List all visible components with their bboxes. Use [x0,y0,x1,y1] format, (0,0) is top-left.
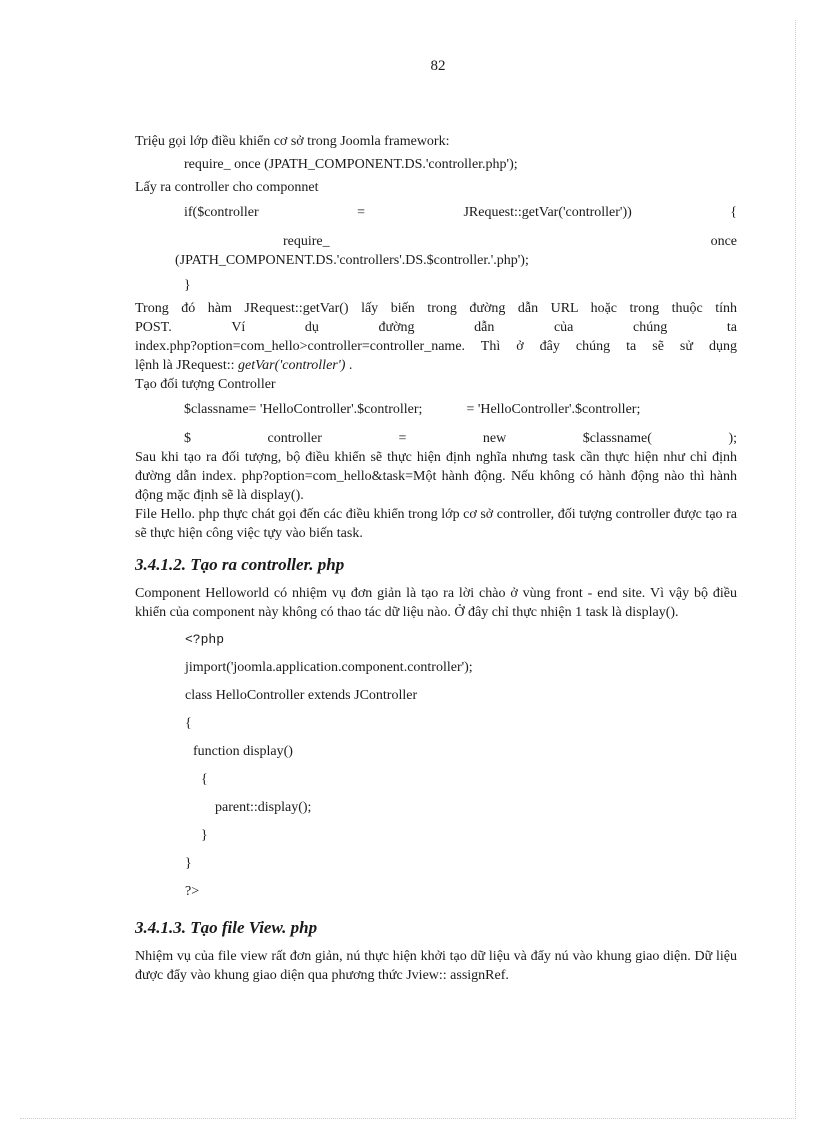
code-require-line [135,232,737,251]
word: Ví [231,320,246,335]
code-close-brace: } [184,278,191,293]
paragraph-helloworld: Component Helloworld có nhiệm vụ đơn giản là tạo ra lời chào ở vùng front - end site. Vì vậy bộ điều khiển của component này không có thao tác dữ liệu nào. Ở đây chỉ thực nhiện 1 task là display(). [135,586,737,620]
code-line: } [185,856,192,871]
code-token: ); [728,431,737,446]
code-block-controller [135,626,737,906]
paragraph-getvar-line2 [135,318,737,337]
code-line: function display() [193,744,293,759]
code-line: parent::display(); [215,800,312,815]
code-new-line [135,429,737,448]
code-token: = [357,205,365,220]
code-line: { [185,716,192,731]
code-token: new [482,431,507,446]
page-right-border [795,20,796,1119]
code-token: = 'HelloController'.$controller; [466,402,641,417]
word: dẫn [474,320,495,335]
page-number: 82 [430,58,446,74]
code-line: } [201,828,208,843]
code-line: { [201,772,208,787]
code-classname-line [135,400,737,419]
paragraph-create-controller: Tạo đối tượng Controller [135,377,276,392]
code-if-line [135,203,737,222]
paragraph-hello-php: File Hello. php thực chát gọi đến các điều khiển trong lớp cơ sở controller, đối tượng controller được tạo ra sẽ thực hiện công việc tựy vào biến task. [135,507,737,541]
word: của [553,320,574,335]
code-require-controller: require_ once (JPATH_COMPONENT.DS.'controller.php'); [184,157,518,172]
code-token: $ [184,431,191,446]
italic-code: getVar('controller') [238,358,346,373]
paragraph-task: Sau khi tạo ra đối tượng, bộ điều khiển sẽ thực hiện định nghĩa nhưng task cần thực hiện như chỉ định đường dẫn index. php?option=com_hello&task=Một hành động. Nếu không có hành động nào thì hành động mặc định sẽ là display(). [135,450,737,503]
code-line: ?> [185,884,200,899]
text-run: . [345,358,353,373]
paragraph-intro: Triệu gọi lớp điều khiển cơ sở trong Joomla framework: [135,134,450,149]
code-token: { [730,205,737,220]
paragraph-view: Nhiệm vụ của file view rất đơn giản, nú thực hiện khởi tạo dữ liệu và đẩy nú vào khung giao diện. Dữ liệu được đẩy vào khung giao diện qua phương thức Jview:: assignRef. [135,949,737,983]
code-token: require_ [283,234,330,249]
code-token: JRequest::getVar('controller')) [463,205,632,220]
code-require-path: (JPATH_COMPONENT.DS.'controllers'.DS.$controller.'.php'); [175,253,529,268]
word: chúng [633,320,668,335]
page-bottom-border [20,1118,796,1119]
paragraph-getvar-line3: index.php?option=com_hello>controller=controller_name. Thì ở đây chúng ta sẽ sử dụng [135,339,737,354]
code-line: class HelloController extends JController [185,688,418,703]
paragraph-get-controller: Lấy ra controller cho componnet [135,180,319,195]
code-token: if($controller [184,205,259,220]
code-token: once [710,234,737,249]
code-token: $classname( [582,431,652,446]
word: dụ [304,320,319,335]
paragraph-getvar-line1: Trong đó hàm JRequest::getVar() lấy biến trong đường dẫn URL hoặc trong thuộc tính [135,301,737,316]
word: POST. [135,320,172,335]
text-run: lệnh là JRequest:: [135,358,239,373]
paragraph-getvar-line4 [135,356,737,375]
code-token: controller [267,431,322,446]
document-body [135,132,737,985]
code-line: <?php [185,632,225,647]
section-heading-controller: 3.4.1.2. Tạo ra controller. php [135,555,345,574]
code-token: $classname= 'HelloController'.$controller; [184,402,423,417]
code-token: = [398,431,407,446]
section-heading-view: 3.4.1.3. Tạo file View. php [135,918,318,937]
word: ta [726,320,737,335]
word: đường [378,320,415,335]
code-line: jimport('joomla.application.component.controller'); [185,660,473,675]
